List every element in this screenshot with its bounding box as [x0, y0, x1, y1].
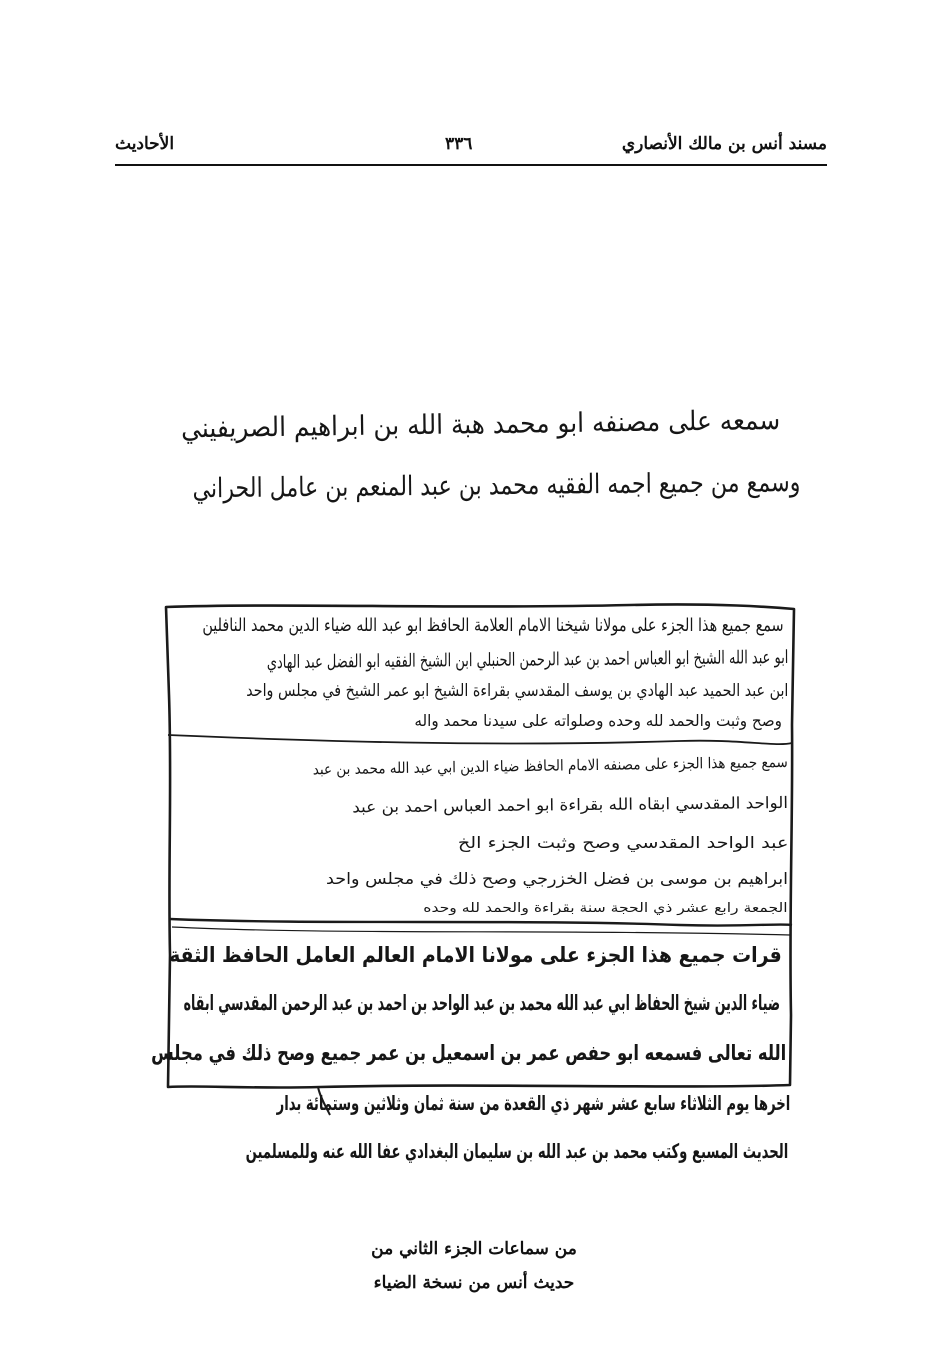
block3-line-2: ضياء الدين شيخ الحفاظ ابي عبد الله محمد بن عبد الواحد بن احمد بن عبد الرحمن المقدسي ابقاه	[183, 991, 780, 1015]
section-title: الأحاديث	[115, 134, 175, 154]
block2-line-2: الواحد المقدسي ابقاه الله بقراءة ابو احمد العباس احمد بن عبد	[352, 793, 789, 817]
block2-line-1: سمع جميع هذا الجزء على مصنفه الامام الحافظ ضياء الدين ابي عبد الله محمد بن عبد	[312, 753, 789, 779]
page-header	[115, 128, 827, 164]
page-number: ٣٣٦	[445, 134, 473, 154]
block1-line-2: ابو عبد الله الشيخ ابو العباس احمد بن عبد الرحمن الحنبلي ابن الشيخ الفقيه ابو الفضل عبد الهادي	[266, 647, 789, 674]
figure-caption	[0, 1232, 948, 1300]
block2-line-5: الجمعة رابع عشر ذي الحجة سنة بقراءة والحمد لله وحده	[423, 901, 788, 916]
caption-line-2: حديث أنس من نسخة الضياء	[373, 1273, 575, 1293]
block1-line-1: سمع جميع هذا الجزء على مولانا شيخنا الامام العلامة الحافظ ابو عبد الله ضياء الدين محمد النافلين	[202, 615, 784, 636]
block1-line-4: وصح وثبت والحمد لله وحده وصلواته على سيدنا محمد واله	[414, 711, 782, 730]
caption-line-1: من سماعات الجزء الثاني من	[371, 1239, 577, 1259]
block2-line-4: ابراهيم بن موسى بن فضل الخزرجي وصح ذلك في مجلس واحد	[325, 869, 788, 888]
top-note-line-2: وسمع من جميع اجمه الفقيه محمد بن عبد المنعم بن عامل الحراني	[191, 467, 801, 505]
header-rule	[115, 164, 827, 166]
top-note-line-1: سمعه على مصنفه ابو محمد هبة الله بن ابراهيم الصريفيني	[180, 405, 781, 445]
block3-line-3: الله تعالى فسمعه ابو حفص عمر بن اسمعيل بن عمر جميع وصح ذلك في مجلس	[150, 1041, 786, 1065]
block1-line-3: ابن عبد الحميد عبد الهادي بن يوسف المقدسي بقراءة الشيخ ابو عمر الشيخ في مجلس واحد	[245, 681, 788, 701]
running-title: مسند أنس بن مالك الأنصاري	[621, 134, 827, 154]
block2-line-3: عبد الواحد المقدسي وصح وثبت الجزء الخ	[457, 833, 788, 852]
block3-line-1: قرات جميع هذا الجزء على مولانا الامام العالم العامل الحافظ الثقة	[169, 943, 782, 967]
block3-line-5: الحديث المسبع وكتب محمد بن عبد الله بن سليمان البغدادي عفا الله عنه وللمسلمين	[245, 1139, 788, 1163]
block3-line-4: اخرها يوم الثلاثاء سابع عشر شهر ذي القعدة من سنة ثمان وثلاثين وستمائة بدار	[276, 1091, 790, 1115]
manuscript-image	[150, 395, 810, 1195]
